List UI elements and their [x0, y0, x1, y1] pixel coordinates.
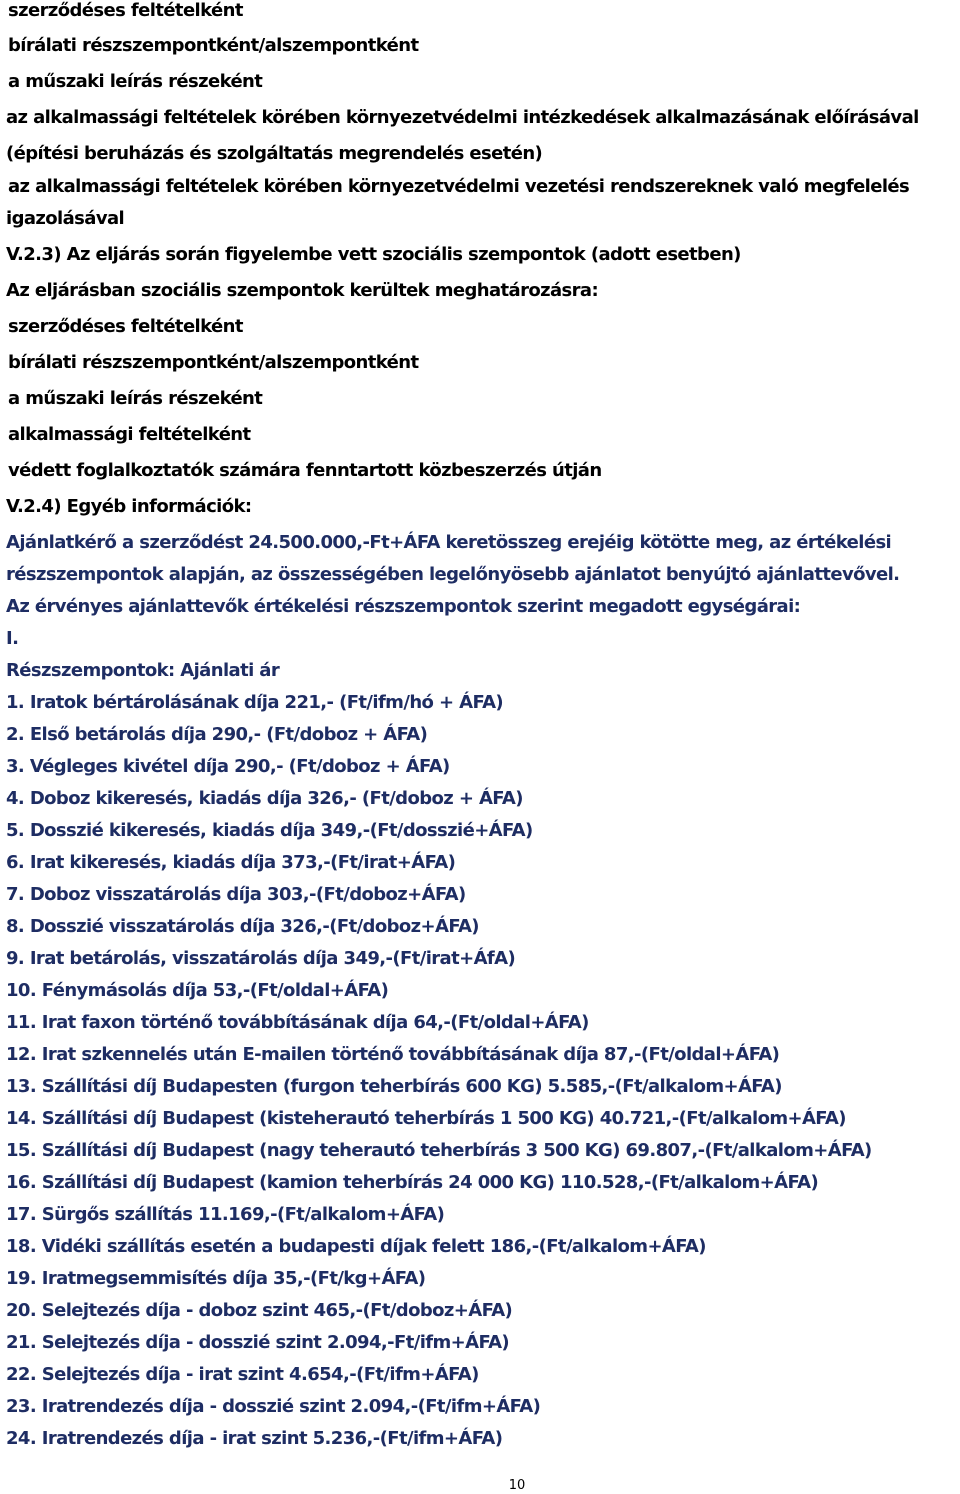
price-item: 6. Irat kikeresés, kiadás díja 373,-(Ft/irat+ÁFA): [6, 852, 456, 873]
option-environmental-measures: az alkalmassági feltételek körében környezetvédelmi intézkedések alkalmazásának előírásával: [6, 107, 919, 128]
price-item: 22. Selejtezés díja - irat szint 4.654,-(Ft/ifm+ÁFA): [6, 1364, 479, 1385]
social-option-suitability: alkalmassági feltételként: [8, 424, 251, 445]
social-option-sheltered-employment: védett foglalkoztatók számára fenntartott közbeszerzés útján: [8, 460, 602, 481]
price-item: 15. Szállítási díj Budapest (nagy teherautó teherbírás 3 500 KG) 69.807,-(Ft/alkalom+ÁFA): [6, 1140, 872, 1161]
price-item: 16. Szállítási díj Budapest (kamion teherbírás 24 000 KG) 110.528,-(Ft/alkalom+ÁFA): [6, 1172, 819, 1193]
price-item: 19. Iratmegsemmisítés díja 35,-(Ft/kg+ÁFA): [6, 1268, 426, 1289]
price-item: 10. Fénymásolás díja 53,-(Ft/oldal+ÁFA): [6, 980, 389, 1001]
social-option-evaluation-subcriterion: bírálati részszempontként/alszempontként: [8, 352, 419, 373]
price-item: 1. Iratok bértárolásának díja 221,- (Ft/ifm/hó + ÁFA): [6, 692, 504, 713]
price-item: 5. Dosszié kikeresés, kiadás díja 349,-(Ft/dosszié+ÁFA): [6, 820, 533, 841]
option-environmental-measures-note: (építési beruházás és szolgáltatás megrendelés esetén): [6, 143, 543, 164]
price-item: 4. Doboz kikeresés, kiadás díja 326,- (Ft/doboz + ÁFA): [6, 788, 523, 809]
social-option-technical-spec: a műszaki leírás részeként: [8, 388, 263, 409]
section-v23-intro: Az eljárásban szociális szempontok kerültek meghatározásra:: [6, 280, 599, 301]
page-number: 10: [508, 1478, 526, 1493]
option-evaluation-subcriterion: bírálati részszempontként/alszempontként: [8, 35, 419, 56]
price-item: 3. Végleges kivétel díja 290,- (Ft/doboz + ÁFA): [6, 756, 450, 777]
price-item: 12. Irat szkennelés után E-mailen történő továbbításának díja 87,-(Ft/oldal+ÁFA): [6, 1044, 780, 1065]
price-item: 11. Irat faxon történő továbbításának díja 64,-(Ft/oldal+ÁFA): [6, 1012, 589, 1033]
contract-info-line-1: Ajánlatkérő a szerződést 24.500.000,-Ft+ÁFA keretösszeg erejéig kötötte meg, az értékelési: [6, 532, 892, 553]
price-item: 9. Irat betárolás, visszatárolás díja 349,-(Ft/irat+ÁfA): [6, 948, 516, 969]
price-item: 23. Iratrendezés díja - dosszié szint 2.094,-(Ft/ifm+ÁFA): [6, 1396, 541, 1417]
option-environmental-management: az alkalmassági feltételek körében környezetvédelmi vezetési rendszereknek való megfelelés: [8, 176, 910, 197]
price-item: 18. Vidéki szállítás esetén a budapesti díjak felett 186,-(Ft/alkalom+ÁFA): [6, 1236, 706, 1257]
bidder-number: I.: [6, 628, 19, 649]
price-item: 14. Szállítási díj Budapest (kisteherautó teherbírás 1 500 KG) 40.721,-(Ft/alkalom+ÁFA): [6, 1108, 846, 1129]
option-contract-condition: szerződéses feltételként: [8, 0, 243, 21]
price-item: 24. Iratrendezés díja - irat szint 5.236,-(Ft/ifm+ÁFA): [6, 1428, 503, 1449]
price-item: 7. Doboz visszatárolás díja 303,-(Ft/doboz+ÁFA): [6, 884, 466, 905]
price-item: 8. Dosszié visszatárolás díja 326,-(Ft/doboz+ÁFA): [6, 916, 479, 937]
social-option-contract-condition: szerződéses feltételként: [8, 316, 243, 337]
price-item: 17. Sürgős szállítás 11.169,-(Ft/alkalom+ÁFA): [6, 1204, 445, 1225]
price-item: 2. Első betárolás díja 290,- (Ft/doboz + ÁFA): [6, 724, 428, 745]
price-item: 13. Szállítási díj Budapesten (furgon teherbírás 600 KG) 5.585,-(Ft/alkalom+ÁFA): [6, 1076, 782, 1097]
subcriteria-label: Részszempontok: Ajánlati ár: [6, 660, 280, 681]
price-item: 20. Selejtezés díja - doboz szint 465,-(Ft/doboz+ÁFA): [6, 1300, 513, 1321]
contract-info-line-2: részszempontok alapján, az összességében legelőnyösebb ajánlatot benyújtó ajánlattevővel.: [6, 564, 900, 585]
unit-prices-intro: Az érvényes ajánlattevők értékelési részszempontok szerint megadott egységárai:: [6, 596, 801, 617]
price-item: 21. Selejtezés díja - dosszié szint 2.094,-Ft/ifm+ÁFA): [6, 1332, 510, 1353]
section-v23-heading: V.2.3) Az eljárás során figyelembe vett szociális szempontok (adott esetben): [6, 244, 741, 265]
option-environmental-management-cont: igazolásával: [6, 208, 125, 229]
option-technical-spec: a műszaki leírás részeként: [8, 71, 263, 92]
section-v24-heading: V.2.4) Egyéb információk:: [6, 496, 252, 517]
